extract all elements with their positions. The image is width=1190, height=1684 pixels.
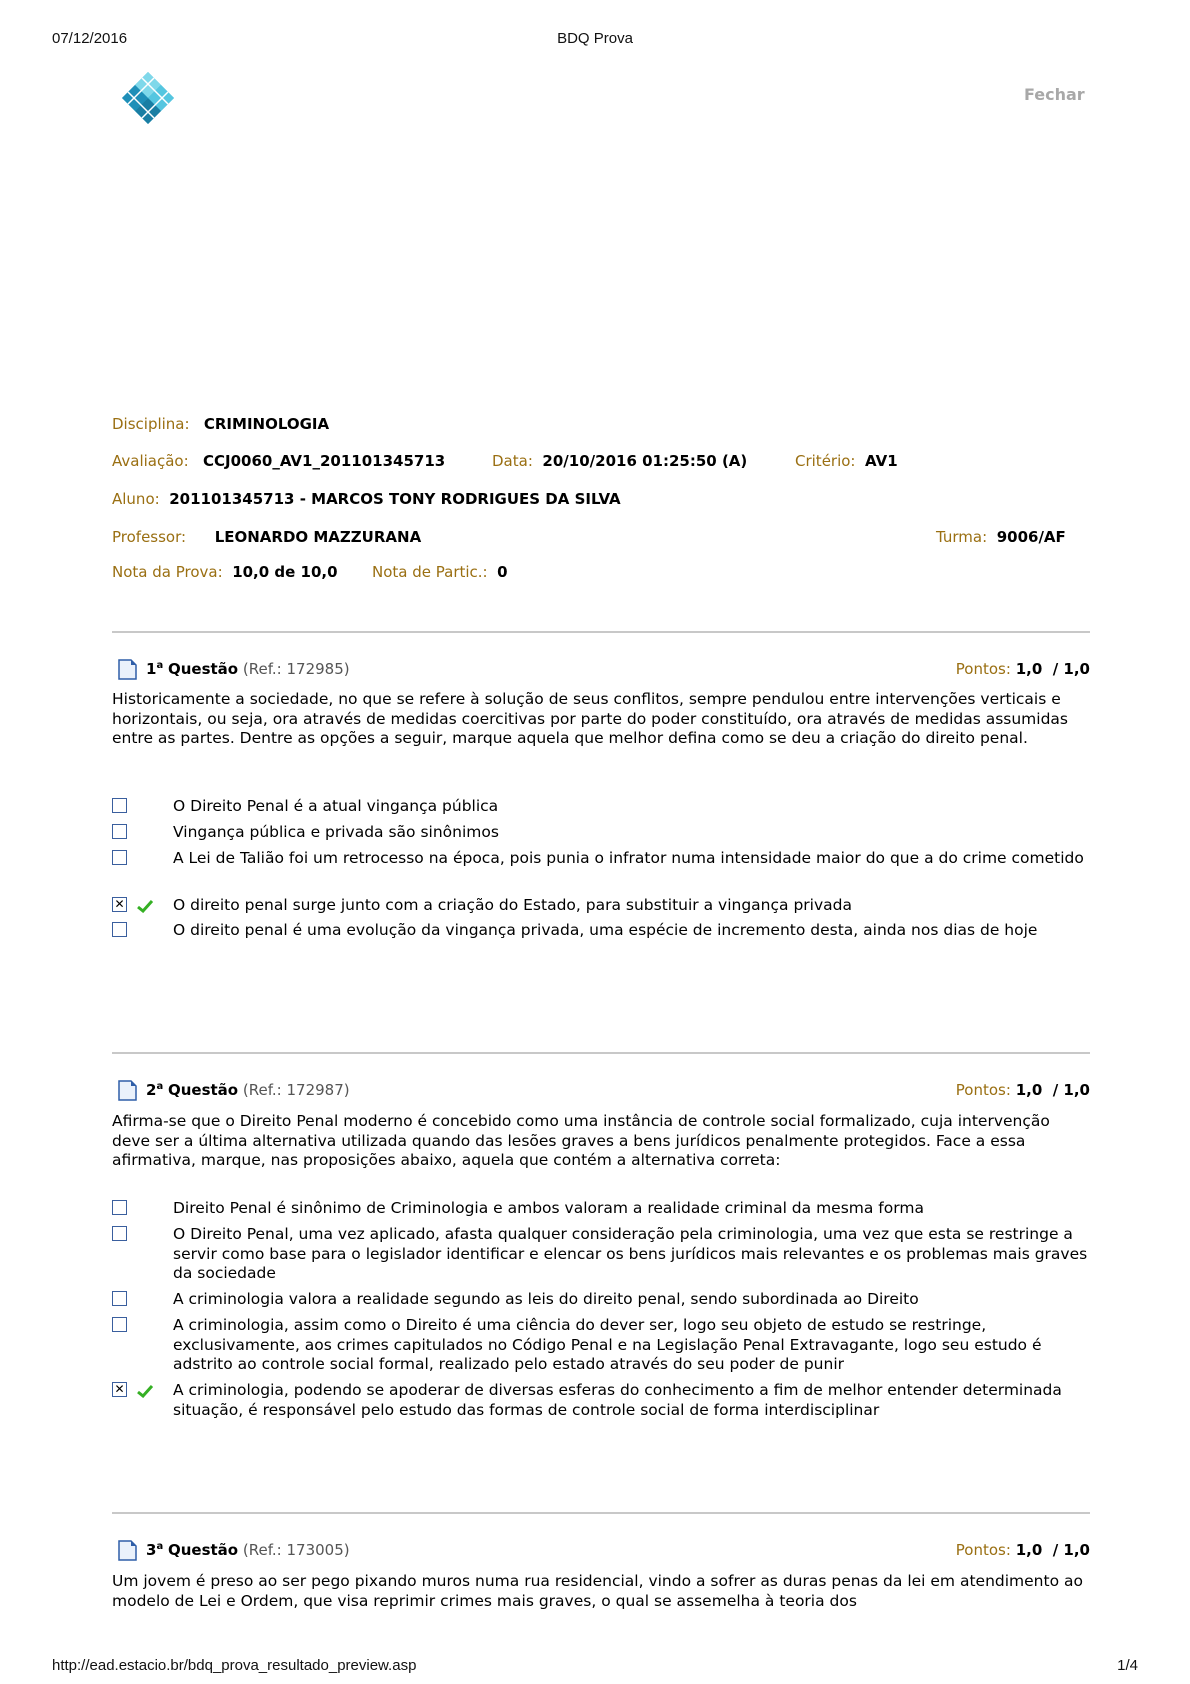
option-text: A criminologia, assim como o Direito é uma ciência do dever ser, logo seu objeto de estudo se restringe, exclusivamente, aos crimes capitulados no Código Penal e na Legislação Penal Extravagante, logo seu estudo é adstrito ao controle social formal, realizado pelo estado através do seu poder de punir	[173, 1316, 1042, 1373]
professor-row	[112, 528, 421, 546]
correct-check-icon	[137, 899, 153, 913]
option-text: A criminologia, podendo se apoderar de diversas esferas do conhecimento a fim de melhor entender determinada situação, é responsável pelo estudo das formas de controle social de forma interdisciplinar	[173, 1381, 1062, 1419]
option-checkbox[interactable]	[112, 1317, 127, 1332]
nota-label: Nota da Prova:	[112, 563, 223, 581]
criterio-row	[795, 452, 898, 470]
option-checkbox[interactable]	[112, 798, 127, 813]
question-points: Pontos: 1,0 / 1,0	[955, 1081, 1090, 1099]
question-title: 3$^a$ Questão (Ref.: 173005)	[146, 1541, 350, 1559]
data-value: 20/10/2016 01:25:50 (A)	[542, 452, 748, 470]
question-divider	[112, 1052, 1090, 1054]
question-text: Historicamente a sociedade, no que se refere à solução de seus conflitos, sempre pendulou entre intervenções verticais e horizontais, ou seja, ora através de medidas coercitivas por parte do poder constituído, ora através de medidas assumidas entre as partes. Dentre as opções a seguir, marque aquela que melhor defina como se deu a criação do direito penal.	[112, 690, 1069, 747]
option-text: Vingança pública e privada são sinônimos	[173, 823, 499, 841]
partic-value: 0	[497, 563, 508, 581]
nota-row	[112, 563, 338, 581]
turma-row	[936, 528, 1066, 546]
option-text: Direito Penal é sinônimo de Criminologia e ambos valoram a realidade criminal da mesma forma	[173, 1199, 924, 1217]
close-link[interactable]: Fechar	[1024, 85, 1085, 104]
question-divider	[112, 1512, 1090, 1514]
print-page-title: BDQ Prova	[557, 30, 633, 47]
question-header	[118, 1079, 1090, 1103]
question-title: 1$^a$ Questão (Ref.: 172985)	[146, 660, 350, 678]
print-url: http://ead.estacio.br/bdq_prova_resultado_preview.asp	[52, 1657, 417, 1674]
option-checkbox-checked[interactable]: ✕	[112, 1382, 127, 1397]
question-text: Um jovem é preso ao ser pego pixando muros numa rua residencial, vindo a sofrer as duras penas da lei em atendimento ao modelo de Lei e Ordem, que visa reprimir crimes mais graves, o qual se assemelha à teoria dos	[112, 1572, 1083, 1610]
document-icon	[118, 659, 137, 680]
question-points: Pontos: 1,0 / 1,0	[955, 660, 1090, 678]
data-row	[492, 452, 747, 470]
professor-value: LEONARDO MAZZURANA	[214, 528, 422, 546]
option-text: O Direito Penal, uma vez aplicado, afasta qualquer consideração pela criminologia, uma vez que esta se restringe a servir como base para o legislador identificar e elencar os bens jurídicos mais relevantes e os problemas mais graves da sociedade	[173, 1225, 1088, 1282]
question-header	[118, 1539, 1090, 1563]
option-checkbox[interactable]	[112, 1291, 127, 1306]
estacio-logo	[120, 70, 176, 126]
aluno-row	[112, 490, 621, 508]
print-date: 07/12/2016	[52, 30, 128, 47]
option-checkbox[interactable]	[112, 922, 127, 937]
correct-check-icon	[137, 1384, 153, 1398]
partic-label: Nota de Partic.:	[372, 563, 488, 581]
option-text: A Lei de Talião foi um retrocesso na época, pois punia o infrator numa intensidade maior do que a do crime cometido	[173, 849, 1084, 867]
document-icon	[118, 1080, 137, 1101]
question-title: 2$^a$ Questão (Ref.: 172987)	[146, 1081, 350, 1099]
option-checkbox-checked[interactable]: ✕	[112, 897, 127, 912]
criterio-label: Critério:	[795, 452, 856, 470]
print-footer	[0, 1657, 1190, 1677]
avaliacao-value: CCJ0060_AV1_201101345713	[202, 452, 446, 470]
option-checkbox[interactable]	[112, 1200, 127, 1215]
option-text: O direito penal é uma evolução da vingança privada, uma espécie de incremento desta, ainda nos dias de hoje	[173, 921, 1038, 939]
avaliacao-row	[112, 452, 445, 470]
disciplina-value: CRIMINOLOGIA	[203, 415, 330, 433]
option-checkbox[interactable]	[112, 824, 127, 839]
criterio-value: AV1	[865, 452, 898, 470]
question-points: Pontos: 1,0 / 1,0	[955, 1541, 1090, 1559]
question-text: Afirma-se que o Direito Penal moderno é concebido como uma instância de controle social formalizado, cuja intervenção deve ser a última alternativa utilizada quando das lesões graves a bens jurídicos penalmente protegidos. Face a essa afirmativa, marque, nas proposições abaixo, aquela que contém a alternativa correta:	[112, 1112, 1050, 1169]
option-checkbox[interactable]	[112, 850, 127, 865]
aluno-label: Aluno:	[112, 490, 160, 508]
print-page-number: 1/4	[1117, 1657, 1138, 1674]
print-header	[0, 30, 1190, 50]
document-icon	[118, 1540, 137, 1561]
partic-row	[372, 563, 508, 581]
turma-label: Turma:	[936, 528, 988, 546]
option-checkbox[interactable]	[112, 1226, 127, 1241]
question-divider	[112, 631, 1090, 633]
nota-value: 10,0 de 10,0	[232, 563, 338, 581]
avaliacao-label: Avaliação:	[112, 452, 189, 470]
data-label: Data:	[492, 452, 533, 470]
question-header	[118, 658, 1090, 682]
option-text: O direito penal surge junto com a criação do Estado, para substituir a vingança privada	[173, 896, 852, 914]
aluno-value: 201101345713 - MARCOS TONY RODRIGUES DA SILVA	[169, 490, 621, 508]
option-text: A criminologia valora a realidade segundo as leis do direito penal, sendo subordinada ao Direito	[173, 1290, 919, 1308]
professor-label: Professor:	[112, 528, 187, 546]
turma-value: 9006/AF	[996, 528, 1066, 546]
option-text: O Direito Penal é a atual vingança pública	[173, 797, 499, 815]
disciplina-label: Disciplina:	[112, 415, 190, 433]
disciplina-row	[112, 415, 329, 433]
